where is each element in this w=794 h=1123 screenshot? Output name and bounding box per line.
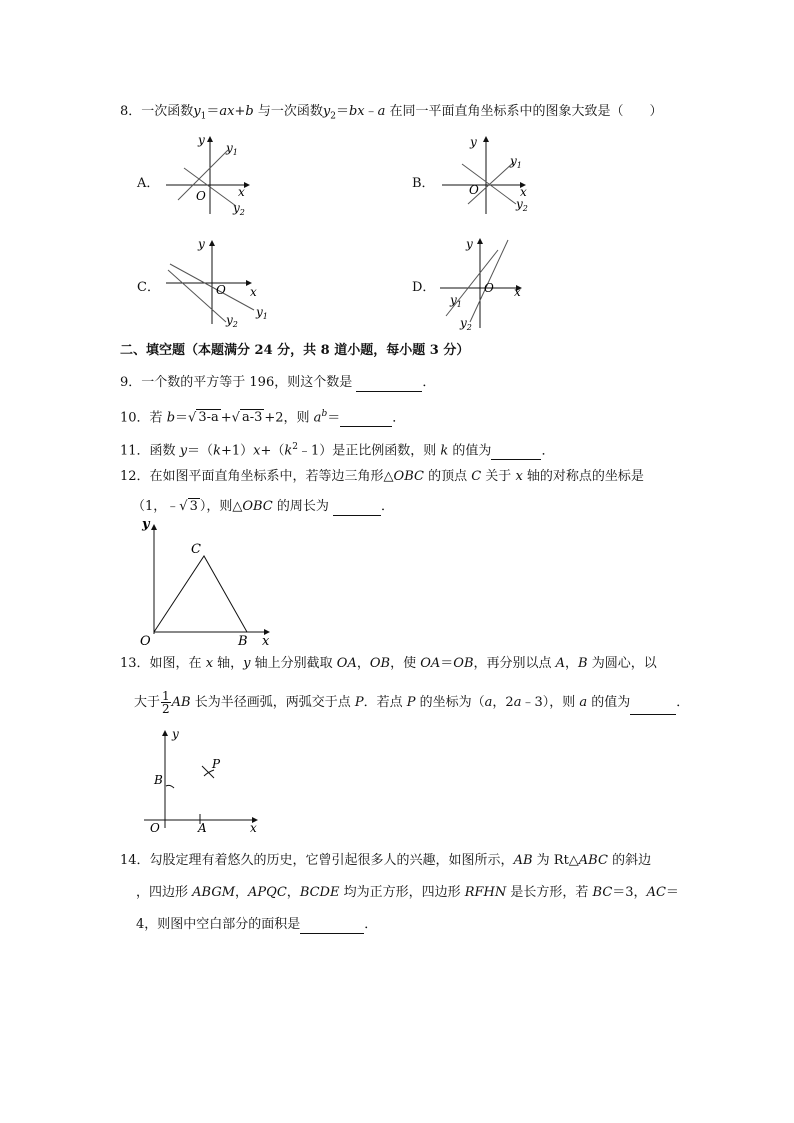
b-y2-label: $y_2$ (516, 197, 528, 213)
q12-fig-c: C (191, 542, 201, 557)
q8-text: 8．一次函数$y_1=ax+b$ 与一次函数$y_2=bx﹣a$ 在同一平面直角坐标系中的图象大致是（ ） (120, 104, 663, 122)
b-y1-label: $y_1$ (510, 154, 522, 170)
option-b-graph (436, 132, 536, 222)
c-axis-x: x (250, 285, 257, 299)
b-origin: O (469, 183, 479, 197)
a-origin: O (196, 189, 206, 203)
a-y2-label: $y_2$ (233, 201, 245, 217)
q12-fig-y: y (142, 517, 150, 532)
q12-text-1: 12．在如图平面直角坐标系中，若等边三角形△OBC 的顶点 C 关于 x 轴的对称点的坐标是 (120, 469, 644, 484)
q13-fig-a: A (198, 821, 207, 835)
q12-triangle-figure (136, 516, 286, 648)
q13-fig-y: y (172, 727, 179, 741)
q13-answer-blank[interactable] (630, 700, 676, 715)
d-y2-label: $y_2$ (460, 316, 472, 332)
q14-text-3: 4，则图中空白部分的面积是 ． (136, 917, 378, 932)
q12-fig-o: O (140, 634, 151, 648)
q10-answer-blank[interactable] (340, 412, 392, 427)
q12-text-2: （1，﹣√ 3 ），则△OBC 的周长为 ． (132, 499, 395, 514)
q12-fig-x: x (262, 634, 270, 648)
q13-fig-o: O (150, 821, 160, 835)
q13-fig-p: P (212, 757, 221, 771)
d-axis-y: y (466, 237, 473, 251)
option-c-label: C． (137, 280, 160, 295)
c-y2-label: $y_2$ (226, 313, 238, 329)
c-origin: O (216, 283, 226, 297)
c-y1-label: $y_1$ (256, 305, 268, 321)
q13-text-2: 大于 $\frac{1}{2}$ AB 长为半径画弧，两弧交于点 P．若点 P 的坐标为（a，2a﹣3），则 a 的值为 ． (134, 689, 690, 716)
q13-text-1: 13．如图，在 x 轴，y 轴上分别截取 OA，OB，使 OA＝OB，再分别以点 A，B 为圆心，以 (120, 656, 657, 671)
option-d-graph (434, 234, 534, 334)
q14-text-1: 14．勾股定理有着悠久的历史，它曾引起很多人的兴趣，如图所示，AB 为 Rt△ABC 的斜边 (120, 853, 652, 868)
q14-text-2: ，四边形 ABGM，APQC，BCDE 均为正方形，四边形 RFHN 是长方形，若 BC＝3，AC＝ (136, 885, 679, 900)
a-axis-x: x (238, 185, 245, 199)
q9-answer-blank[interactable] (356, 377, 422, 392)
c-axis-y: y (198, 237, 205, 251)
d-axis-x: x (514, 285, 521, 299)
section-2-title: 二、填空题（本题满分 24 分，共 8 道小题，每小题 3 分） (120, 343, 470, 358)
q13-arc-figure (140, 724, 270, 836)
q13-fig-x: x (250, 821, 257, 835)
q11-answer-blank[interactable] (491, 445, 541, 460)
a-y1-label: $y_1$ (226, 141, 238, 157)
q10-text: 10．若 b＝√ 3-a +√ a-3 +2，则 $a^b=$ ． (120, 409, 406, 426)
option-d-label: D． (412, 280, 436, 295)
option-a-graph (160, 132, 260, 222)
b-axis-x: x (520, 185, 527, 199)
q14-answer-blank[interactable] (300, 919, 364, 934)
d-origin: O (484, 281, 494, 295)
d-y1-label: $y_1$ (450, 293, 462, 309)
q13-fig-b: B (154, 773, 163, 787)
option-c-graph (160, 236, 275, 331)
q12-answer-blank[interactable] (333, 501, 381, 516)
q12-fig-b: B (238, 634, 248, 648)
q9-text: 9．一个数的平方等于 196，则这个数是 ． (120, 375, 436, 390)
option-b-label: B． (412, 176, 435, 191)
b-axis-y: y (470, 135, 477, 149)
option-a-label: A． (137, 176, 160, 191)
one-half-fraction: $\frac{1}{2}$ (162, 689, 170, 716)
q11-text: 11．函数 $y=(k+1)x+(k^2﹣1)$是正比例函数，则 k 的值为 ． (120, 442, 555, 459)
a-axis-y: y (198, 133, 205, 147)
